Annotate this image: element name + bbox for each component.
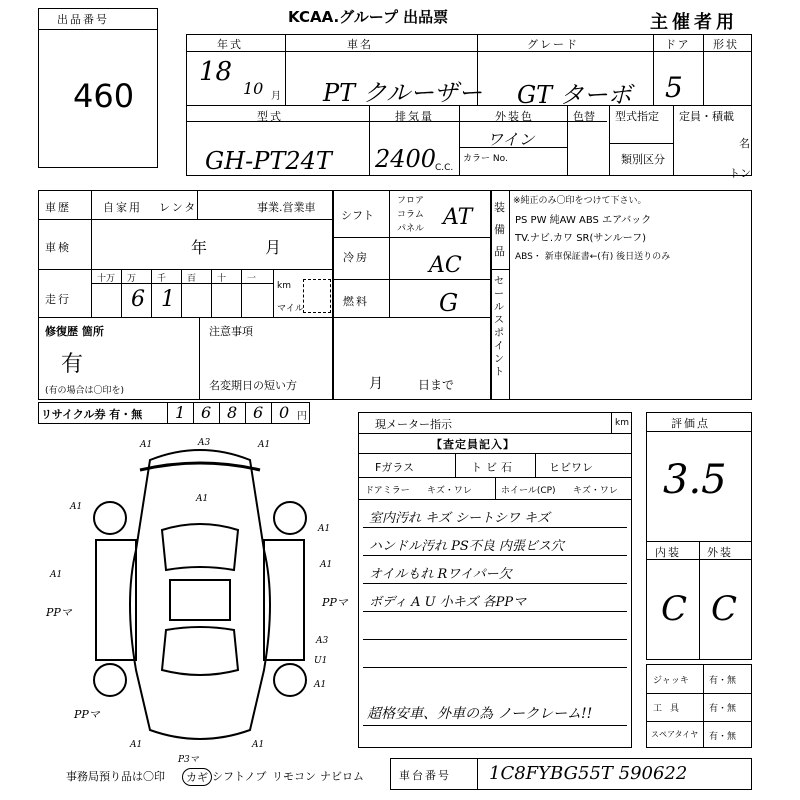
mileage-digit-header: 百 bbox=[187, 274, 197, 284]
type-designation-label: 型式指定 bbox=[615, 110, 659, 123]
mileage-digit-header: 千 bbox=[157, 274, 167, 284]
recycle-row bbox=[38, 402, 310, 424]
equipment-note: ※純正のみ〇印をつけて下さい。 bbox=[513, 196, 647, 206]
category-label: 類別区分 bbox=[621, 153, 665, 166]
note-line: ボディ A U 小キズ 各PPマ bbox=[369, 595, 527, 610]
month-value: 10 bbox=[243, 79, 264, 98]
office-note: 事務局預り品は〇印 bbox=[66, 770, 165, 783]
spare-label: スペアタイヤ bbox=[651, 730, 699, 739]
glass-label: Fガラス bbox=[375, 461, 414, 474]
score-block bbox=[646, 412, 752, 660]
interior-value: C bbox=[661, 589, 688, 629]
make-value: PT クルーザー bbox=[323, 79, 483, 107]
tools-yes-no: 有・無 bbox=[709, 704, 737, 714]
model-value: GH-PT24T bbox=[205, 147, 332, 175]
aircon-label: 冷房 bbox=[343, 251, 369, 264]
diagram-mark: A1 bbox=[258, 440, 271, 450]
equipment-row3: ABS・ 新車保証書←(有) 後日送りのみ bbox=[515, 252, 671, 262]
mileage-digit-header: 万 bbox=[127, 274, 137, 284]
specs-block bbox=[332, 190, 492, 400]
diagram-mark: A1 bbox=[50, 570, 63, 580]
note-line: 室内汚れ キズ シートシワ キズ bbox=[369, 511, 550, 526]
fuel-label: 燃料 bbox=[343, 295, 369, 308]
capacity-unit-persons: 名 bbox=[739, 137, 750, 150]
vehicle-info-grid bbox=[186, 34, 752, 180]
displacement-label: 排気量 bbox=[395, 110, 434, 123]
shift-option-panel: パネル bbox=[397, 224, 425, 234]
year-value: 18 bbox=[199, 57, 233, 87]
exterior-label: 外装 bbox=[707, 546, 733, 559]
repair-label: 修復歴 箇所 bbox=[45, 325, 104, 338]
diagram-mark: A1 bbox=[252, 740, 265, 750]
diagram-mark: PPマ bbox=[74, 708, 100, 721]
equipment-row1: PS PW 純AW ABS エアバック bbox=[515, 215, 652, 226]
diagram-mark: A1 bbox=[320, 560, 333, 570]
diagram-mark: A1 bbox=[70, 502, 83, 512]
mirror-label: ドアミラー bbox=[365, 486, 410, 496]
mileage-digit-value: 1 bbox=[161, 287, 175, 312]
lot-number-label: 出品番号 bbox=[57, 13, 109, 26]
equipment-row2: TV.ナビ.カワ SR(サンルーフ) bbox=[515, 233, 647, 244]
mileage-label: 走行 bbox=[45, 293, 71, 306]
diagram-mark: A1 bbox=[314, 680, 327, 690]
body-label: 形状 bbox=[713, 38, 739, 51]
model-label: 型式 bbox=[257, 110, 283, 123]
make-label: 車名 bbox=[347, 38, 373, 51]
score-value: 3.5 bbox=[663, 457, 727, 503]
diagram-mark: A1 bbox=[196, 494, 209, 504]
diagram-mark: U1 bbox=[314, 656, 328, 666]
recycle-digit: 1 bbox=[175, 403, 186, 422]
mileage-digit-header: 一 bbox=[247, 274, 257, 284]
meter-label: 現メーター指示 bbox=[375, 418, 452, 431]
year-label: 年式 bbox=[217, 38, 243, 51]
notice-label: 注意事項 bbox=[209, 325, 253, 338]
diagram-mark: P3マ bbox=[178, 755, 199, 765]
recycle-digit: 6 bbox=[253, 403, 264, 422]
history-label: 車歴 bbox=[45, 201, 71, 214]
office-item-navi-rom: ナビロム bbox=[320, 770, 364, 783]
chassis-label: 車台番号 bbox=[399, 769, 451, 782]
fuel-value: G bbox=[439, 289, 459, 317]
meter-unit: km bbox=[615, 418, 629, 428]
inspection-block bbox=[358, 412, 632, 748]
month-unit: 月 bbox=[271, 91, 281, 102]
note-line: オイルもれ Rワイパー欠 bbox=[369, 567, 512, 582]
mileage-digit-header: 十 bbox=[217, 274, 227, 284]
displacement-unit: C.C. bbox=[435, 163, 454, 173]
recycle-digit: 6 bbox=[201, 403, 212, 422]
history-option-rental: レンタ bbox=[159, 201, 198, 214]
owner-use-label: 主催者用 bbox=[650, 12, 738, 33]
sales-point-label: セールスポイント bbox=[494, 276, 504, 378]
chassis-value: 1C8FYBG55T 590622 bbox=[489, 763, 688, 784]
capacity-label: 定員・積載 bbox=[679, 110, 734, 123]
recycle-digit: 8 bbox=[227, 403, 238, 422]
history-option-private: 自家用 bbox=[103, 201, 142, 214]
displacement-value: 2400 bbox=[375, 145, 437, 173]
crack-label: ヒビワレ bbox=[549, 461, 593, 474]
grade-label: グレード bbox=[527, 38, 579, 51]
diagram-mark: A1 bbox=[318, 524, 331, 534]
office-item-shift-knob: シフトノブ bbox=[212, 770, 267, 783]
mile-label: マイル bbox=[277, 304, 304, 314]
shift-label: シフト bbox=[341, 209, 374, 222]
capacity-unit-tons: トン bbox=[729, 167, 751, 180]
exterior-color-label: 外装色 bbox=[495, 110, 534, 123]
spare-yes-no: 有・無 bbox=[709, 732, 737, 742]
repair-note: (有の場合は〇印を) bbox=[45, 386, 125, 396]
inspection-month-unit: 月 bbox=[265, 238, 282, 257]
score-label: 評価点 bbox=[671, 417, 710, 430]
repair-value: 有 bbox=[61, 352, 84, 377]
inspection-year-unit: 年 bbox=[191, 238, 208, 257]
yen-unit: 円 bbox=[297, 411, 307, 422]
document-title: KCAA.グループ 出品票 bbox=[288, 8, 449, 26]
km-label: km bbox=[277, 281, 291, 291]
diagram-mark: A1 bbox=[140, 440, 153, 450]
accessories-block bbox=[646, 664, 752, 748]
equipment-label: 装備品 bbox=[494, 201, 505, 258]
repaint-label: 色替 bbox=[573, 110, 595, 123]
inspector-label: 【査定員記入】 bbox=[431, 438, 515, 451]
exterior-color-value: ワイン bbox=[487, 130, 535, 149]
shift-option-column: コラム bbox=[397, 210, 424, 220]
chassis-number-box bbox=[390, 758, 752, 790]
grade-value: GT ターボ bbox=[517, 81, 632, 109]
mileage-digit-header: 十万 bbox=[97, 274, 116, 284]
tools-label: 工具 bbox=[653, 704, 688, 714]
shift-value: AT bbox=[443, 205, 473, 230]
color-no-label: カラー No. bbox=[463, 154, 508, 164]
final-note: 超格安車、外車の為 ノークレーム!! bbox=[367, 706, 593, 722]
office-item-remote: リモコン bbox=[272, 770, 316, 783]
mile-checkbox bbox=[303, 279, 331, 313]
equipment-block bbox=[490, 190, 752, 400]
doors-label: ドア bbox=[665, 38, 691, 51]
recycle-label: リサイクル券 有・無 bbox=[41, 408, 143, 421]
diagram-mark: A3 bbox=[316, 636, 329, 646]
diagram-mark: A3 bbox=[198, 438, 211, 448]
diagram-mark: PPマ bbox=[46, 606, 72, 619]
mileage-digit-value: 6 bbox=[131, 287, 145, 312]
glass-options: トビ石 bbox=[471, 461, 516, 474]
lot-number-box bbox=[38, 8, 158, 168]
lot-number-value: 460 bbox=[73, 77, 135, 115]
short-rename-label: 名変期日の短い方 bbox=[209, 379, 297, 392]
history-option-business: 事業.営業車 bbox=[257, 201, 316, 214]
diagram-mark: PPマ bbox=[322, 596, 348, 609]
jack-yes-no: 有・無 bbox=[709, 676, 737, 686]
interior-label: 内装 bbox=[655, 546, 681, 559]
office-item-key: カギ bbox=[182, 768, 212, 786]
mirror-options: キズ・ワレ bbox=[427, 486, 472, 496]
wheel-options: キズ・ワレ bbox=[573, 486, 618, 496]
note-line: ハンドル汚れ PS不良 内張ビス穴 bbox=[369, 539, 564, 554]
jack-label: ジャッキ bbox=[653, 676, 689, 686]
diagram-mark: A1 bbox=[130, 740, 143, 750]
doors-value: 5 bbox=[665, 71, 683, 104]
inspection-label: 車検 bbox=[45, 241, 71, 254]
recycle-digit: 0 bbox=[279, 403, 290, 422]
exterior-value: C bbox=[711, 589, 738, 629]
aircon-value: AC bbox=[429, 253, 462, 278]
rename-day: 日まで bbox=[418, 378, 455, 392]
shift-option-floor: フロア bbox=[397, 196, 425, 206]
wheel-label: ホイール(CP) bbox=[501, 486, 556, 496]
rename-month: 月 bbox=[369, 376, 383, 392]
